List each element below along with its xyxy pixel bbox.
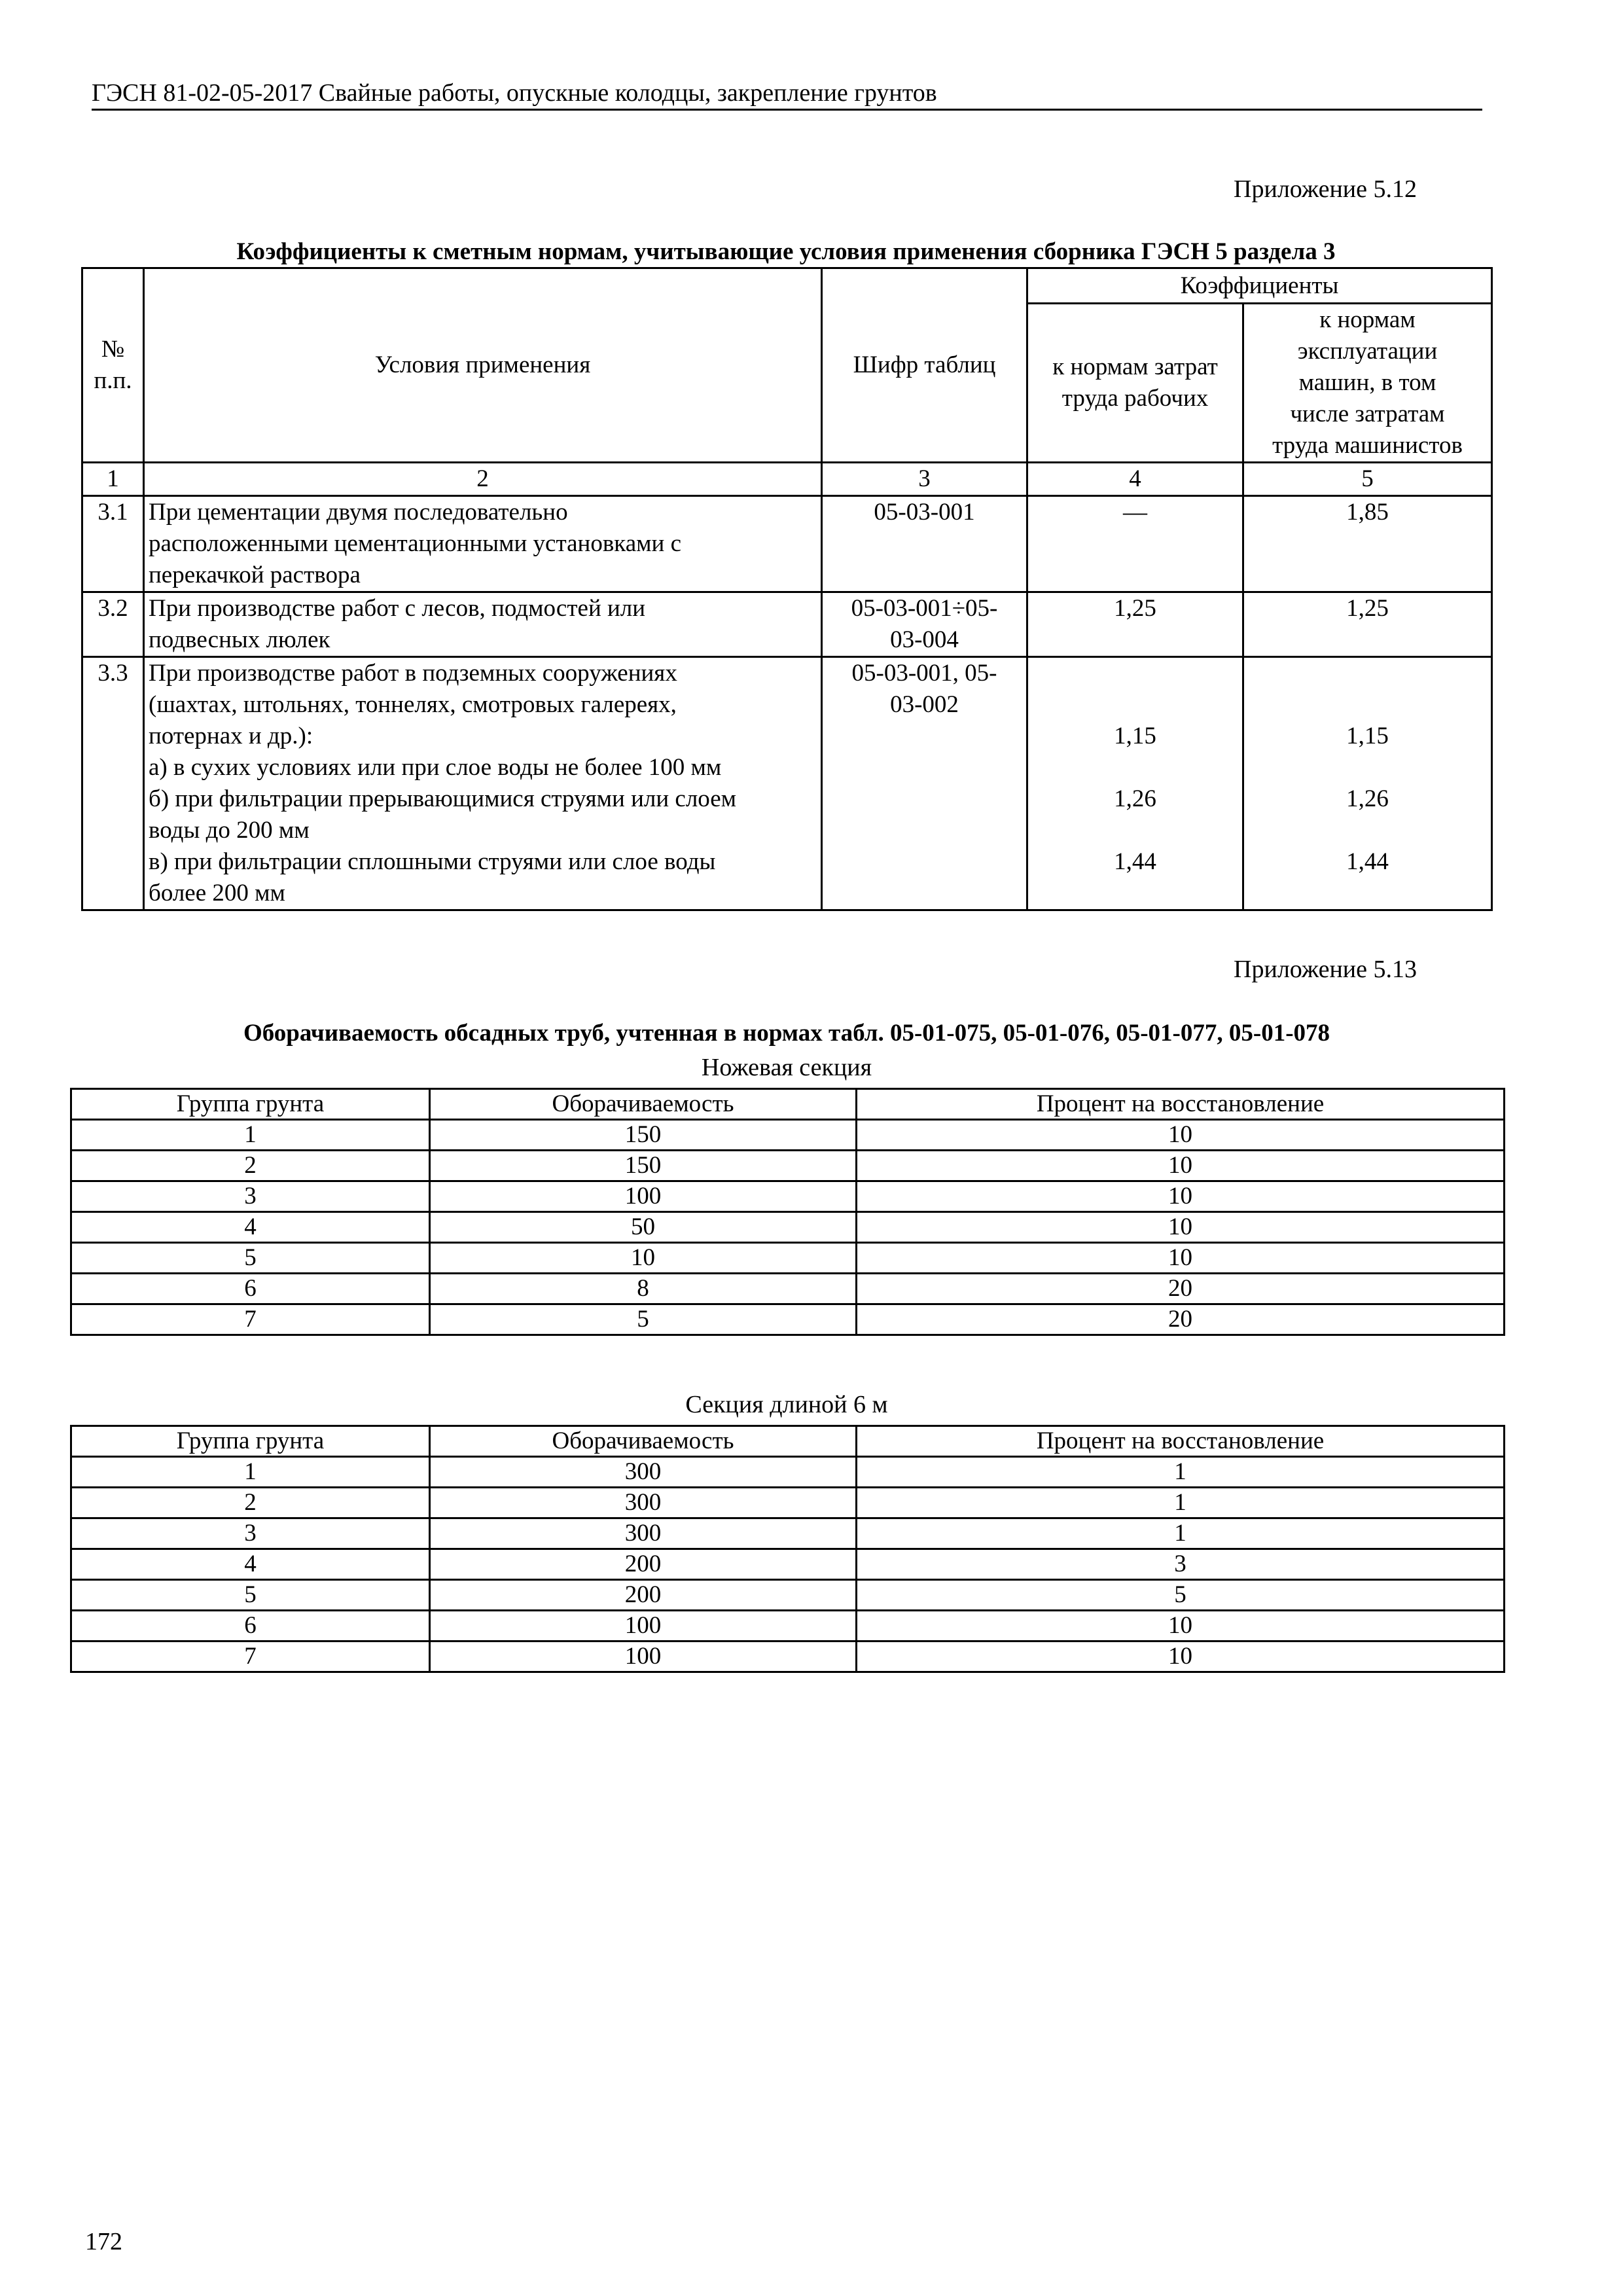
row-code bbox=[822, 592, 1027, 657]
soil-group-cell: 1 bbox=[71, 1457, 430, 1488]
appendix-5-13-label: Приложение 5.13 bbox=[1234, 956, 1417, 983]
coef-value bbox=[1032, 815, 1238, 846]
col-header-code: Шифр таблиц bbox=[822, 268, 1027, 463]
row-number: 3.2 bbox=[82, 592, 144, 657]
col-header-num-line: № bbox=[101, 336, 125, 363]
text-line: расположенными цементационными установками с bbox=[149, 530, 682, 557]
column-number-row bbox=[82, 463, 1492, 496]
row-conditions bbox=[144, 657, 822, 910]
turnover-cell: 300 bbox=[430, 1518, 857, 1549]
table-row bbox=[71, 1151, 1505, 1181]
coef-value: 1,25 bbox=[1114, 595, 1156, 622]
table-row bbox=[71, 1457, 1505, 1488]
table-row bbox=[71, 1580, 1505, 1611]
coef-value bbox=[1248, 689, 1487, 721]
col-header-machines-line: числе затратам bbox=[1290, 401, 1445, 427]
row-labor-coef bbox=[1027, 496, 1243, 592]
col-header-restoration-percent: Процент на восстановление bbox=[857, 1426, 1505, 1457]
turnover-cell: 200 bbox=[430, 1580, 857, 1611]
coef-value: 1,85 bbox=[1346, 499, 1389, 526]
table-row bbox=[71, 1120, 1505, 1151]
restoration-percent-cell: 10 bbox=[857, 1611, 1505, 1641]
soil-group-cell: 6 bbox=[71, 1611, 430, 1641]
table-caption-6m-section: Секция длиной 6 м bbox=[685, 1391, 888, 1418]
text-line: в) при фильтрации сплошными струями или слое воды bbox=[149, 848, 716, 875]
column-number: 3 bbox=[822, 463, 1027, 496]
restoration-percent-cell: 3 bbox=[857, 1549, 1505, 1580]
text-line: а) в сухих условиях или при слое воды не более 100 мм bbox=[149, 754, 722, 781]
table-caption-knife-section: Ножевая секция bbox=[701, 1054, 872, 1081]
restoration-percent-cell: 1 bbox=[857, 1457, 1505, 1488]
coef-value: 1,15 bbox=[1114, 723, 1156, 749]
row-labor-coef bbox=[1027, 592, 1243, 657]
coefficients-table bbox=[81, 267, 1493, 911]
col-header-labor-line: к нормам затрат bbox=[1052, 353, 1218, 380]
col-header-conditions: Условия применения bbox=[144, 268, 822, 463]
text-line: более 200 мм bbox=[149, 880, 285, 906]
header-row bbox=[71, 1426, 1505, 1457]
coef-value: 1,15 bbox=[1346, 723, 1389, 749]
turnover-cell: 8 bbox=[430, 1274, 857, 1304]
table-row bbox=[71, 1212, 1505, 1243]
table-row bbox=[71, 1549, 1505, 1580]
coef-value bbox=[1248, 658, 1487, 689]
code-line: 05-03-001÷05- bbox=[851, 595, 998, 622]
text-line: потернах и др.): bbox=[149, 723, 313, 749]
text-line: (шахтах, штольнях, тоннелях, смотровых галереях, bbox=[149, 691, 677, 718]
col-header-turnover: Оборачиваемость bbox=[430, 1089, 857, 1120]
row-machines-coef bbox=[1243, 496, 1492, 592]
soil-group-cell: 3 bbox=[71, 1518, 430, 1549]
col-header-machines bbox=[1243, 304, 1492, 463]
coef-value bbox=[1032, 689, 1238, 721]
coef-value bbox=[1248, 815, 1487, 846]
page-number: 172 bbox=[85, 2228, 122, 2255]
turnover-cell: 100 bbox=[430, 1641, 857, 1672]
text-line: перекачкой раствора bbox=[149, 562, 361, 588]
col-header-machines-line: эксплуатации bbox=[1297, 338, 1438, 365]
text-line: При производстве работ с лесов, подмостей или bbox=[149, 595, 646, 622]
row-labor-coef bbox=[1027, 657, 1243, 910]
restoration-percent-cell: 10 bbox=[857, 1641, 1505, 1672]
soil-group-cell: 2 bbox=[71, 1488, 430, 1518]
col-header-soil-group: Группа грунта bbox=[71, 1089, 430, 1120]
restoration-percent-cell: 10 bbox=[857, 1212, 1505, 1243]
row-number: 3.1 bbox=[82, 496, 144, 592]
turnover-cell: 150 bbox=[430, 1151, 857, 1181]
soil-group-cell: 7 bbox=[71, 1304, 430, 1335]
table-row bbox=[71, 1518, 1505, 1549]
table-row bbox=[71, 1274, 1505, 1304]
soil-group-cell: 5 bbox=[71, 1243, 430, 1274]
turnover-cell: 100 bbox=[430, 1611, 857, 1641]
coef-value: 1,25 bbox=[1346, 595, 1389, 622]
row-number: 3.3 bbox=[82, 657, 144, 910]
text-line: воды до 200 мм bbox=[149, 817, 310, 844]
code-line: 03-002 bbox=[890, 691, 959, 718]
row-code bbox=[822, 496, 1027, 592]
row-conditions bbox=[144, 592, 822, 657]
turnover-cell: 5 bbox=[430, 1304, 857, 1335]
coef-value bbox=[1248, 878, 1487, 909]
code-line: 05-03-001 bbox=[874, 499, 975, 526]
text-line: При цементации двумя последовательно bbox=[149, 499, 568, 526]
coef-value bbox=[1032, 752, 1238, 783]
row-machines-coef bbox=[1243, 657, 1492, 910]
coef-value: 1,26 bbox=[1346, 785, 1389, 812]
appendix-5-13-title: Оборачиваемость обсадных труб, учтенная в нормах табл. 05-01-075, 05-01-076, 05-01-077, 05-01-078 bbox=[243, 1020, 1330, 1047]
turnover-table-6m-section bbox=[70, 1425, 1505, 1673]
soil-group-cell: 5 bbox=[71, 1580, 430, 1611]
soil-group-cell: 7 bbox=[71, 1641, 430, 1672]
restoration-percent-cell: 1 bbox=[857, 1488, 1505, 1518]
table-row bbox=[71, 1181, 1505, 1212]
text-line: При производстве работ в подземных сооружениях bbox=[149, 660, 677, 687]
restoration-percent-cell: 10 bbox=[857, 1120, 1505, 1151]
restoration-percent-cell: 10 bbox=[857, 1181, 1505, 1212]
text-line: подвесных люлек bbox=[149, 626, 330, 653]
coef-value bbox=[1032, 658, 1238, 689]
restoration-percent-cell: 1 bbox=[857, 1518, 1505, 1549]
running-header: ГЭСН 81-02-05-2017 Свайные работы, опускные колодцы, закрепление грунтов bbox=[92, 77, 1482, 111]
appendix-5-12-label: Приложение 5.12 bbox=[1234, 175, 1417, 203]
col-header-turnover: Оборачиваемость bbox=[430, 1426, 857, 1457]
soil-group-cell: 1 bbox=[71, 1120, 430, 1151]
soil-group-cell: 2 bbox=[71, 1151, 430, 1181]
turnover-cell: 300 bbox=[430, 1457, 857, 1488]
soil-group-cell: 3 bbox=[71, 1181, 430, 1212]
soil-group-cell: 4 bbox=[71, 1549, 430, 1580]
turnover-cell: 50 bbox=[430, 1212, 857, 1243]
table-row bbox=[71, 1488, 1505, 1518]
text-line: б) при фильтрации прерывающимися струями или слоем bbox=[149, 785, 737, 812]
table-row bbox=[71, 1304, 1505, 1335]
soil-group-cell: 6 bbox=[71, 1274, 430, 1304]
soil-group-cell: 4 bbox=[71, 1212, 430, 1243]
turnover-table-knife-section bbox=[70, 1088, 1505, 1336]
table-row bbox=[71, 1641, 1505, 1672]
table-row bbox=[82, 592, 1492, 657]
table-row bbox=[71, 1243, 1505, 1274]
column-number: 4 bbox=[1027, 463, 1243, 496]
turnover-cell: 100 bbox=[430, 1181, 857, 1212]
table-row bbox=[71, 1611, 1505, 1641]
coef-value bbox=[1032, 878, 1238, 909]
header-row bbox=[71, 1089, 1505, 1120]
col-header-num bbox=[82, 268, 144, 463]
row-code bbox=[822, 657, 1027, 910]
code-line: 03-004 bbox=[890, 626, 959, 653]
restoration-percent-cell: 20 bbox=[857, 1304, 1505, 1335]
col-header-machines-line: машин, в том bbox=[1298, 369, 1436, 396]
col-header-machines-line: к нормам bbox=[1319, 306, 1416, 333]
column-number: 5 bbox=[1243, 463, 1492, 496]
col-header-coefficients: Коэффициенты bbox=[1027, 268, 1492, 304]
col-header-labor bbox=[1027, 304, 1243, 463]
restoration-percent-cell: 5 bbox=[857, 1580, 1505, 1611]
col-header-restoration-percent: Процент на восстановление bbox=[857, 1089, 1505, 1120]
coef-value: 1,26 bbox=[1114, 785, 1156, 812]
coef-value: 1,44 bbox=[1346, 848, 1389, 875]
restoration-percent-cell: 10 bbox=[857, 1151, 1505, 1181]
column-number: 1 bbox=[82, 463, 144, 496]
table-row bbox=[82, 496, 1492, 592]
column-number: 2 bbox=[144, 463, 822, 496]
row-machines-coef bbox=[1243, 592, 1492, 657]
coef-value: 1,44 bbox=[1114, 848, 1156, 875]
coef-value: — bbox=[1123, 499, 1147, 526]
restoration-percent-cell: 10 bbox=[857, 1243, 1505, 1274]
turnover-cell: 150 bbox=[430, 1120, 857, 1151]
turnover-cell: 300 bbox=[430, 1488, 857, 1518]
coef-value bbox=[1248, 752, 1487, 783]
col-header-labor-line: труда рабочих bbox=[1061, 385, 1209, 412]
restoration-percent-cell: 20 bbox=[857, 1274, 1505, 1304]
turnover-cell: 200 bbox=[430, 1549, 857, 1580]
row-conditions bbox=[144, 496, 822, 592]
col-header-num-line: п.п. bbox=[94, 367, 132, 394]
appendix-5-12-title: Коэффициенты к сметным нормам, учитывающие условия применения сборника ГЭСН 5 раздела 3 bbox=[236, 238, 1336, 265]
code-line: 05-03-001, 05- bbox=[851, 660, 997, 687]
col-header-machines-line: труда машинистов bbox=[1272, 432, 1463, 459]
col-header-soil-group: Группа грунта bbox=[71, 1426, 430, 1457]
table-row bbox=[82, 657, 1492, 910]
turnover-cell: 10 bbox=[430, 1243, 857, 1274]
